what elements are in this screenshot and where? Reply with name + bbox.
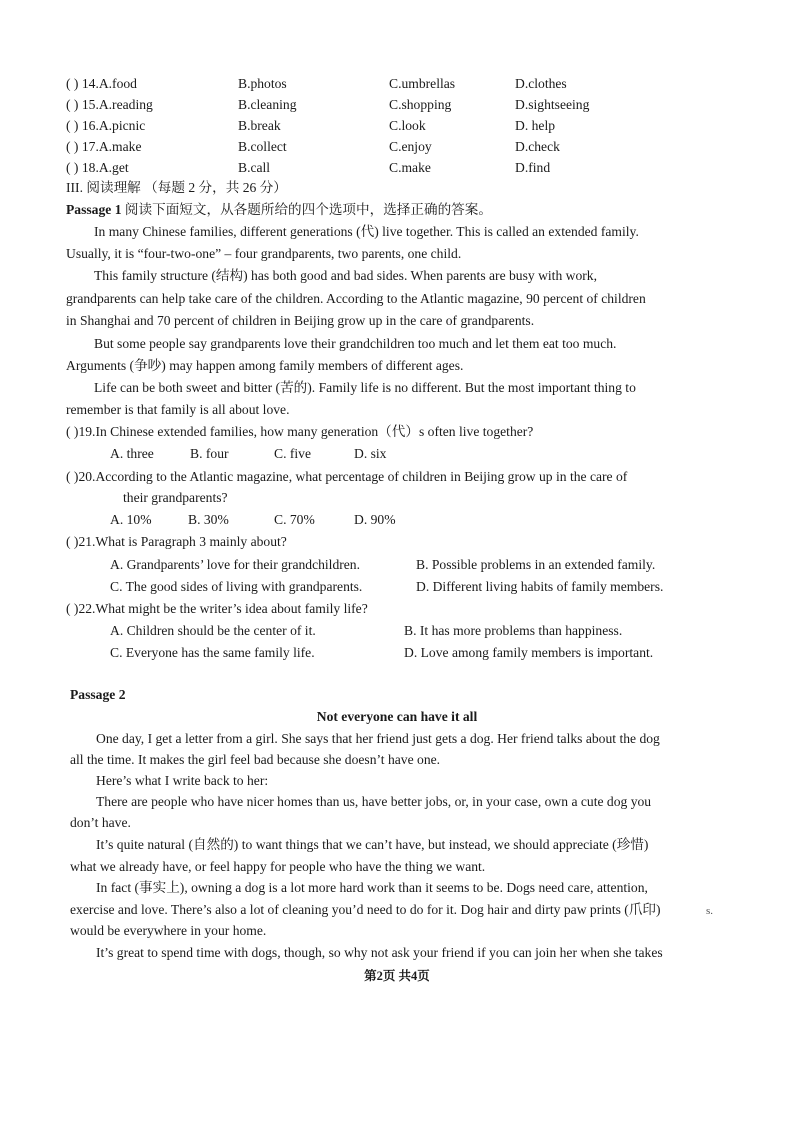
question-number: ( ) 16.A.picnic bbox=[66, 118, 146, 133]
answer-option-a: A. 10% bbox=[110, 512, 152, 527]
passage-line: It’s great to spend time with dogs, though, so why not ask your friend if you can join her when she takes bbox=[96, 945, 663, 960]
option-c: C.umbrellas bbox=[389, 76, 456, 91]
option-d: D.clothes bbox=[515, 76, 567, 91]
stray-mark: s. bbox=[706, 905, 714, 917]
passage-line: all the time. It makes the girl feel bad because she doesn’t have one. bbox=[70, 752, 441, 767]
question-number: ( ) 17.A.make bbox=[66, 139, 142, 154]
page-footer: 第2页 共4页 bbox=[364, 969, 430, 983]
passage-line: don’t have. bbox=[70, 815, 131, 830]
option-b: B.cleaning bbox=[238, 97, 297, 112]
answer-option-c: C. The good sides of living with grandparents. bbox=[110, 579, 363, 594]
passage-line: Usually, it is “four-two-one” – four grandparents, two parents, one child. bbox=[66, 246, 462, 261]
option-c: C.make bbox=[389, 160, 431, 175]
option-d: D.sightseeing bbox=[515, 97, 590, 112]
answer-option-b: B. Possible problems in an extended family. bbox=[416, 557, 656, 572]
question-stem: ( )19.In Chinese extended families, how many generation（代）s often live together? bbox=[66, 424, 534, 439]
passage-title: Not everyone can have it all bbox=[316, 709, 478, 724]
passage-line: One day, I get a letter from a girl. She says that her friend just gets a dog. Her friend talks about the dog bbox=[96, 731, 660, 746]
passage-line: In many Chinese families, different generations (代) live together. This is called an extended family. bbox=[94, 224, 639, 239]
option-b: B.break bbox=[238, 118, 281, 133]
option-b: B.call bbox=[238, 160, 271, 175]
passage-line: exercise and love. There’s also a lot of cleaning you’d need to do for it. Dog hair and dirty paw prints (爪印) bbox=[70, 902, 661, 917]
answer-option-c: C. five bbox=[274, 446, 311, 461]
option-d: D.check bbox=[515, 139, 560, 154]
option-d: D.find bbox=[515, 160, 551, 175]
passage-line: It’s quite natural (自然的) to want things that we can’t have, but instead, we should appreciate (珍惜) bbox=[96, 837, 649, 852]
question-number: ( ) 14.A.food bbox=[66, 76, 137, 91]
answer-option-a: A. Children should be the center of it. bbox=[110, 623, 316, 638]
answer-option-d: D. Love among family members is important. bbox=[404, 645, 654, 660]
question-stem: ( )21.What is Paragraph 3 mainly about? bbox=[66, 534, 287, 549]
option-d: D. help bbox=[515, 118, 556, 133]
answer-option-c: C. Everyone has the same family life. bbox=[110, 645, 315, 660]
answer-option-d: D. Different living habits of family members. bbox=[416, 579, 664, 594]
passage-label: Passage 1 bbox=[66, 202, 122, 217]
passage-line: In fact (事实上), owning a dog is a lot more hard work than it seems to be. Dogs need care, attention, bbox=[96, 880, 648, 895]
answer-option-d: D. 90% bbox=[354, 512, 396, 527]
answer-option-a: A. Grandparents’ love for their grandchildren. bbox=[110, 557, 361, 572]
question-stem-continued: their grandparents? bbox=[123, 490, 228, 505]
passage-line: remember is that family is all about love. bbox=[66, 402, 290, 417]
option-c: C.enjoy bbox=[389, 139, 432, 154]
passage-instruction: 阅读下面短文，从各题所给的四个选项中，选择正确的答案。 bbox=[121, 202, 492, 217]
passage-line: in Shanghai and 70 percent of children in Beijing grow up in the care of grandparents. bbox=[66, 313, 535, 328]
option-c: C.shopping bbox=[389, 97, 452, 112]
answer-option-d: D. six bbox=[354, 446, 387, 461]
answer-option-b: B. 30% bbox=[188, 512, 229, 527]
passage-line: But some people say grandparents love their grandchildren too much and let them eat too much. bbox=[94, 336, 617, 351]
passage-line: what we already have, or feel happy for people who have the thing we want. bbox=[70, 859, 486, 874]
passage-line: Arguments (争吵) may happen among family members of different ages. bbox=[66, 358, 464, 373]
question-number: ( ) 15.A.reading bbox=[66, 97, 153, 112]
passage-line: Here’s what I write back to her: bbox=[96, 773, 269, 788]
passage-label: Passage 2 bbox=[70, 687, 126, 702]
passage-line: would be everywhere in your home. bbox=[70, 923, 267, 938]
passage-line: This family structure (结构) has both good and bad sides. When parents are busy with work, bbox=[94, 268, 597, 283]
answer-option-b: B. four bbox=[190, 446, 229, 461]
question-stem: ( )22.What might be the writer’s idea about family life? bbox=[66, 601, 368, 616]
answer-option-c: C. 70% bbox=[274, 512, 315, 527]
passage1-header bbox=[66, 199, 492, 221]
option-b: B.photos bbox=[238, 76, 287, 91]
passage-line: grandparents can help take care of the children. According to the Atlantic magazine, 90 percent of children bbox=[66, 291, 646, 306]
passage-line: There are people who have nicer homes than us, have better jobs, or, in your case, own a cute dog you bbox=[96, 794, 652, 809]
answer-option-b: B. It has more problems than happiness. bbox=[404, 623, 623, 638]
option-c: C.look bbox=[389, 118, 426, 133]
option-b: B.collect bbox=[238, 139, 287, 154]
passage-line: Life can be both sweet and bitter (苦的). Family life is no different. But the most important thing to bbox=[94, 380, 636, 395]
question-stem: ( )20.According to the Atlantic magazine, what percentage of children in Beijing grow up in the care of bbox=[66, 469, 628, 484]
answer-option-a: A. three bbox=[110, 446, 154, 461]
question-number: ( ) 18.A.get bbox=[66, 160, 129, 175]
section-heading: III. 阅读理解 （每题 2 分，共 26 分） bbox=[66, 180, 287, 195]
